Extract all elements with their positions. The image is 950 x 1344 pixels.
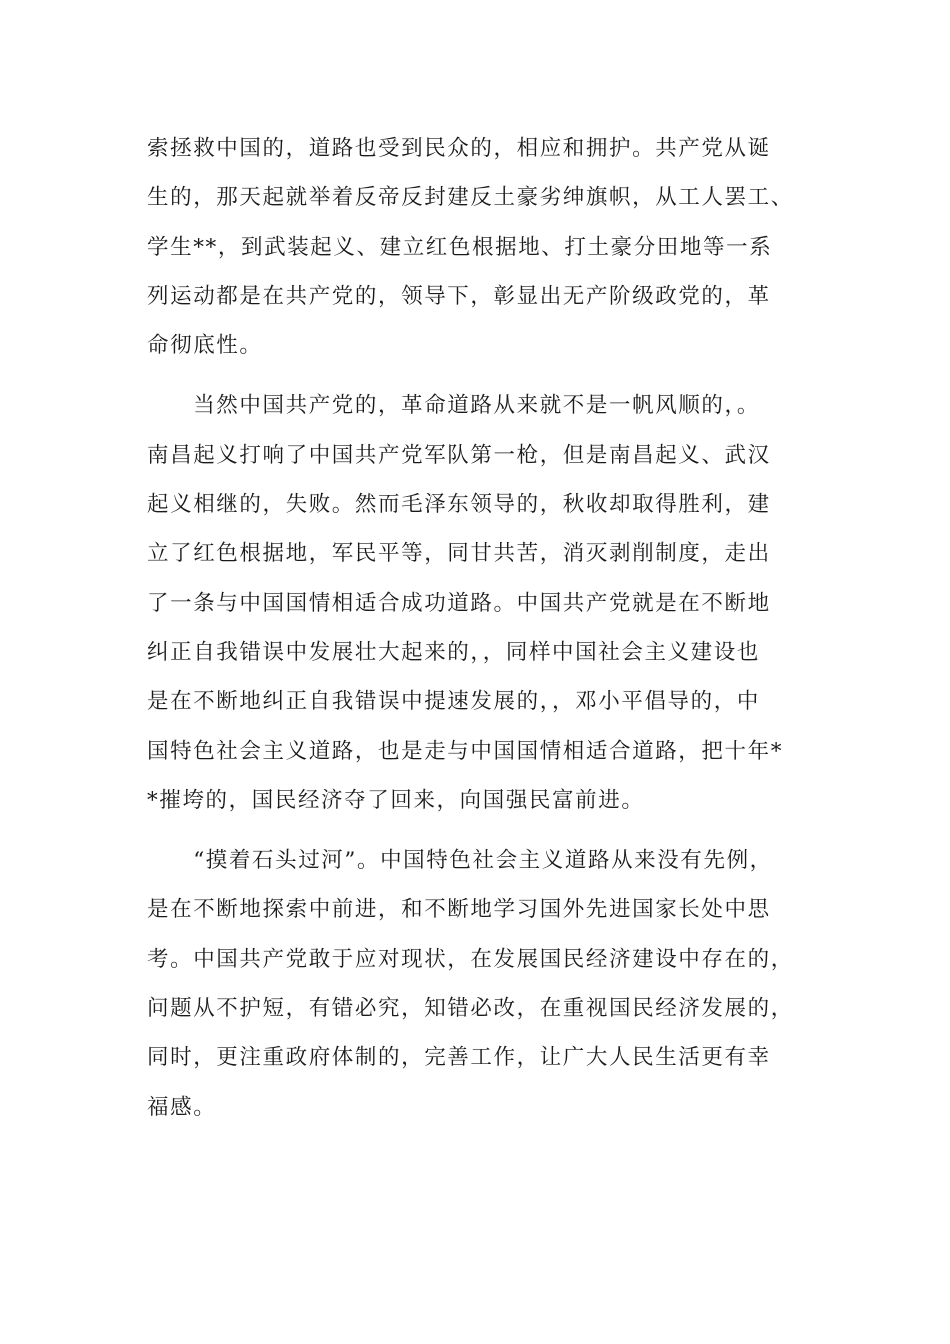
text-line: 生的，那天起就举着反帝反封建反土豪劣绅旗帜，从工人罢工、 [147,185,794,211]
paragraph-spacer [147,825,807,836]
paragraph-1 [147,124,807,370]
paragraph-spacer [147,370,807,381]
text-line: 当然中国共产党的，革命道路从来就不是一帆风顺的，。 [147,393,760,419]
text-line: “摸着石头过河”。中国特色社会主义道路从来没有先例， [147,848,773,874]
text-line: 国特色社会主义道路，也是走与中国国情相适合道路，把十年* [147,738,784,764]
text-line: 同时，更注重政府体制的，完善工作，让广大人民生活更有幸 [147,1045,771,1071]
body-text [147,124,807,1132]
text-line: 索拯救中国的，道路也受到民众的，相应和拥护。共产党从诞 [147,136,771,161]
paragraph-2 [147,381,807,825]
text-line: 是在不断地探索中前进，和不断地学习国外先进国家长处中思 [147,897,771,923]
text-line: 了一条与中国国情相适合成功道路。中国共产党就是在不断地 [147,590,771,616]
text-line: 问题从不护短，有错必究，知错必改，在重视国民经济发展的， [147,996,794,1022]
text-line: 立了红色根据地，军民平等，同甘共苦，消灭剥削制度，走出 [147,541,771,567]
text-line: 南昌起义打响了中国共产党军队第一枪，但是南昌起义、武汉 [147,442,771,468]
text-line: 命彻底性。 [147,333,263,359]
text-line: 起义相继的，失败。然而毛泽东领导的，秋收却取得胜利，建 [147,492,771,518]
text-line: 福感。 [147,1094,217,1120]
text-line: 考。中国共产党敢于应对现状，在发展国民经济建设中存在的， [147,946,794,972]
paragraph-3 [147,836,807,1132]
text-line: 学生**，到武装起义、建立红色根据地、打土豪分田地等一系 [147,234,773,260]
text-line: *摧垮的，国民经济夺了回来，向国强民富前进。 [147,787,645,813]
text-line: 列运动都是在共产党的，领导下，彰显出无产阶级政党的，革 [147,283,771,309]
text-line: 纠正自我错误中发展壮大起来的，，同样中国社会主义建设也 [147,639,760,665]
text-line: 是在不断地纠正自我错误中提速发展的，，邓小平倡导的，中 [147,689,760,715]
